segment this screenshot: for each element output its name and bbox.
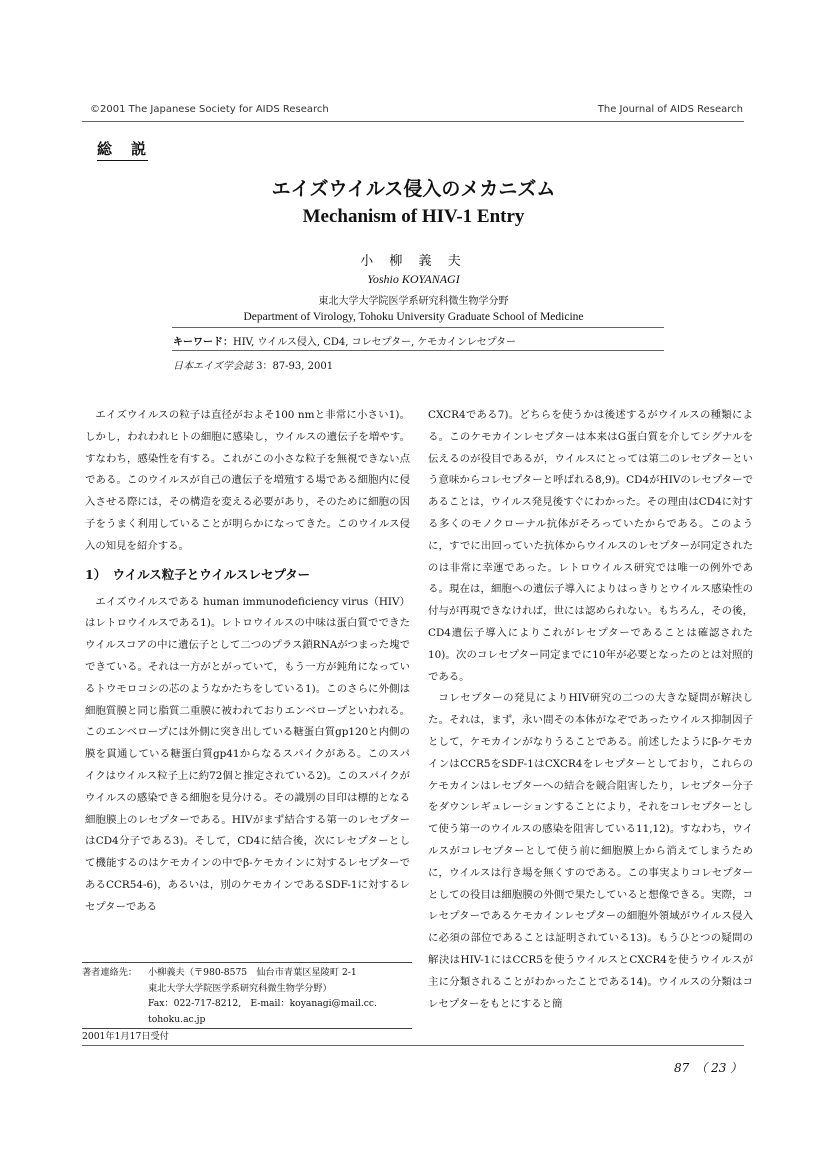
- copyright-header: ©2001 The Japanese Society for AIDS Research: [90, 104, 329, 115]
- received-date: 2001年1月17日受付: [82, 1031, 169, 1042]
- correspondence-block: [82, 962, 412, 1045]
- correspondence-address: 小柳義夫（〒980-8575 仙台市青葉区星陵町 2-1 東北大学大学院医学系研究科微生物学分野） Fax：022-717-8212, E-mail：koyanagi@mail.cc. tohoku.ac.jp: [148, 967, 377, 1025]
- keywords-text: HIV, ウイルス侵入, CD4, コレセプター, ケモカインレセプター: [233, 337, 517, 348]
- author-name-english: Yoshio KOYANAGI: [367, 272, 460, 286]
- author-name-japanese: 小 柳 義 夫: [360, 254, 467, 269]
- journal-name: 日本エイズ学会誌: [173, 361, 253, 372]
- keywords: [173, 333, 516, 348]
- right-column: [428, 405, 753, 1015]
- affiliation-english: Department of Virology, Tohoku University Graduate School of Medicine: [243, 311, 584, 323]
- keywords-label: キーワード：: [173, 337, 233, 348]
- title-english: Mechanism of HIV-1 Entry: [302, 206, 525, 227]
- correspondence-rule: [82, 962, 412, 963]
- correspondence-label: 著者連絡先：: [82, 967, 138, 978]
- body-paragraph: エイズウイルスである human immunodeficiency virus（HIV）はレトロウイルスである1)。レトロウイルスの中味は蛋白質でできたウイルスコアの中に遺伝子として二つのプラス鎖RNAがつまった塊でできている。それは一方がとがっていて，もう一方が鈍角になっているトウモロコシの芯のようなかたちをしている1)。このさらに外側は細胞質膜と同じ脂質二重膜に被われておりエンベロープといわれる。このエンベロープには外側に突き出している糖蛋白質gp120と内側の膜を貫通している糖蛋白質gp41からなるスパイクがある。このスパイクはウイルス粒子上に約72個と推定されている2)。このスパイクがウイルスの感染できる細胞を見分ける。その識別の目印は標的となる細胞膜上のレセプターである。HIVがまず結合する第一のレセプターはCD4分子である3)。そして，CD4に結合後，次にレセプターとして機能するのはケモカインの中でβ-ケモカインに対するレセプターであるCCR54-6)，あるいは，別のケモカインであるSDF-1に対するレセプターである: [85, 595, 410, 913]
- section-label: 総 説: [97, 138, 148, 161]
- journal-header: The Journal of AIDS Research: [597, 104, 743, 115]
- keywords-rule-top: [172, 327, 664, 328]
- intro-paragraph: エイズウイルスの粒子は直径がおよそ100 nmと非常に小さい1)。しかし，われわれヒトの細胞に感染し，ウイルスの遺伝子を増やす。すなわち，感染性を有する。これがこの小さな粒子を無視できない点である。このウイルスが自己の遺伝子を増殖する場である細胞内に侵入させる際には，その構造を変える必要があり，そのために細胞の因子をうまく利用していることが明らかになってきた。このウイルス侵入の知見を紹介する。: [85, 409, 410, 552]
- citation: [173, 357, 333, 372]
- footer-rule: [82, 1045, 744, 1046]
- left-column: [85, 405, 410, 919]
- keywords-rule-bottom: [172, 350, 664, 351]
- header-rule: [82, 121, 744, 122]
- affiliation-japanese: 東北大学大学院医学系研究科微生物学分野: [318, 296, 509, 307]
- body-paragraph-continued: CXCR4である7)。どちらを使うかは後述するがウイルスの種類による。このケモカインレセプターは本来はG蛋白質を介してシグナルを伝えるのが役目であるが，ウイルスにとっては第二のレセプターという意味からコレセプターと呼ばれる8,9)。CD4がHIVのレセプターであることは，ウイルス発見後すぐにわかった。その理由はCD4に対する多くのモノクローナル抗体がそろっていたからである。このように，すでに出回っていた抗体からウイルスのレセプターが同定されたのは非常に幸運であった。レトロウイルス研究では唯一の例外である。現在は，細胞への遺伝子導入によりはっきりとウイルス感染性の付与が再現できなければ，世には認められない。もちろん，その後，CD4遺伝子導入によりこれがレセプターであることは確認された10)。次のコレセプター同定までに10年が必要となったのとは対照的である。: [428, 409, 753, 683]
- body-paragraph-coreceptor: コレセプターの発見によりHIV研究の二つの大きな疑問が解決した。それは，まず，永い間その本体がなぞであったウイルス抑制因子として，ケモカインがなりうることである。前述したようにβ-ケモカインはCCR5をSDF-1はCXCR4をレセプターとしており，これらのケモカインはレセプターへの結合を競合阻害したり，レセプター分子をダウンレギュレーションすることにより，それをコレセプターとして使う第一のウイルスの感染を阻害している11,12)。すなわち，ウイルスがコレセプターとして使う前に細胞膜上から消えてしまうために，ウイルスは行き場を無くすのである。この事実よりコレセプターとしての役目は細胞膜の外側で果たしていると想像できる。実際，コレセプターであるケモカインレセプターの細胞外領域がウイルス侵入に必須の部位であることは証明されている13)。もうひとつの疑問の解決はHIV-1にはCCR5を使うウイルスとCXCR4を使うウイルスが主に分類されることがわかったことである14)。ウイルスの分類はコレセプターをもとにすると簡: [428, 692, 753, 1010]
- page-number: 87 （ 23 ）: [674, 1061, 743, 1075]
- citation-volume: 3：87-93, 2001: [252, 361, 334, 372]
- title-japanese: エイズウイルス侵入のメカニズム: [271, 178, 556, 200]
- section-heading: 1） ウイルス粒子とウイルスレセプター: [85, 566, 311, 582]
